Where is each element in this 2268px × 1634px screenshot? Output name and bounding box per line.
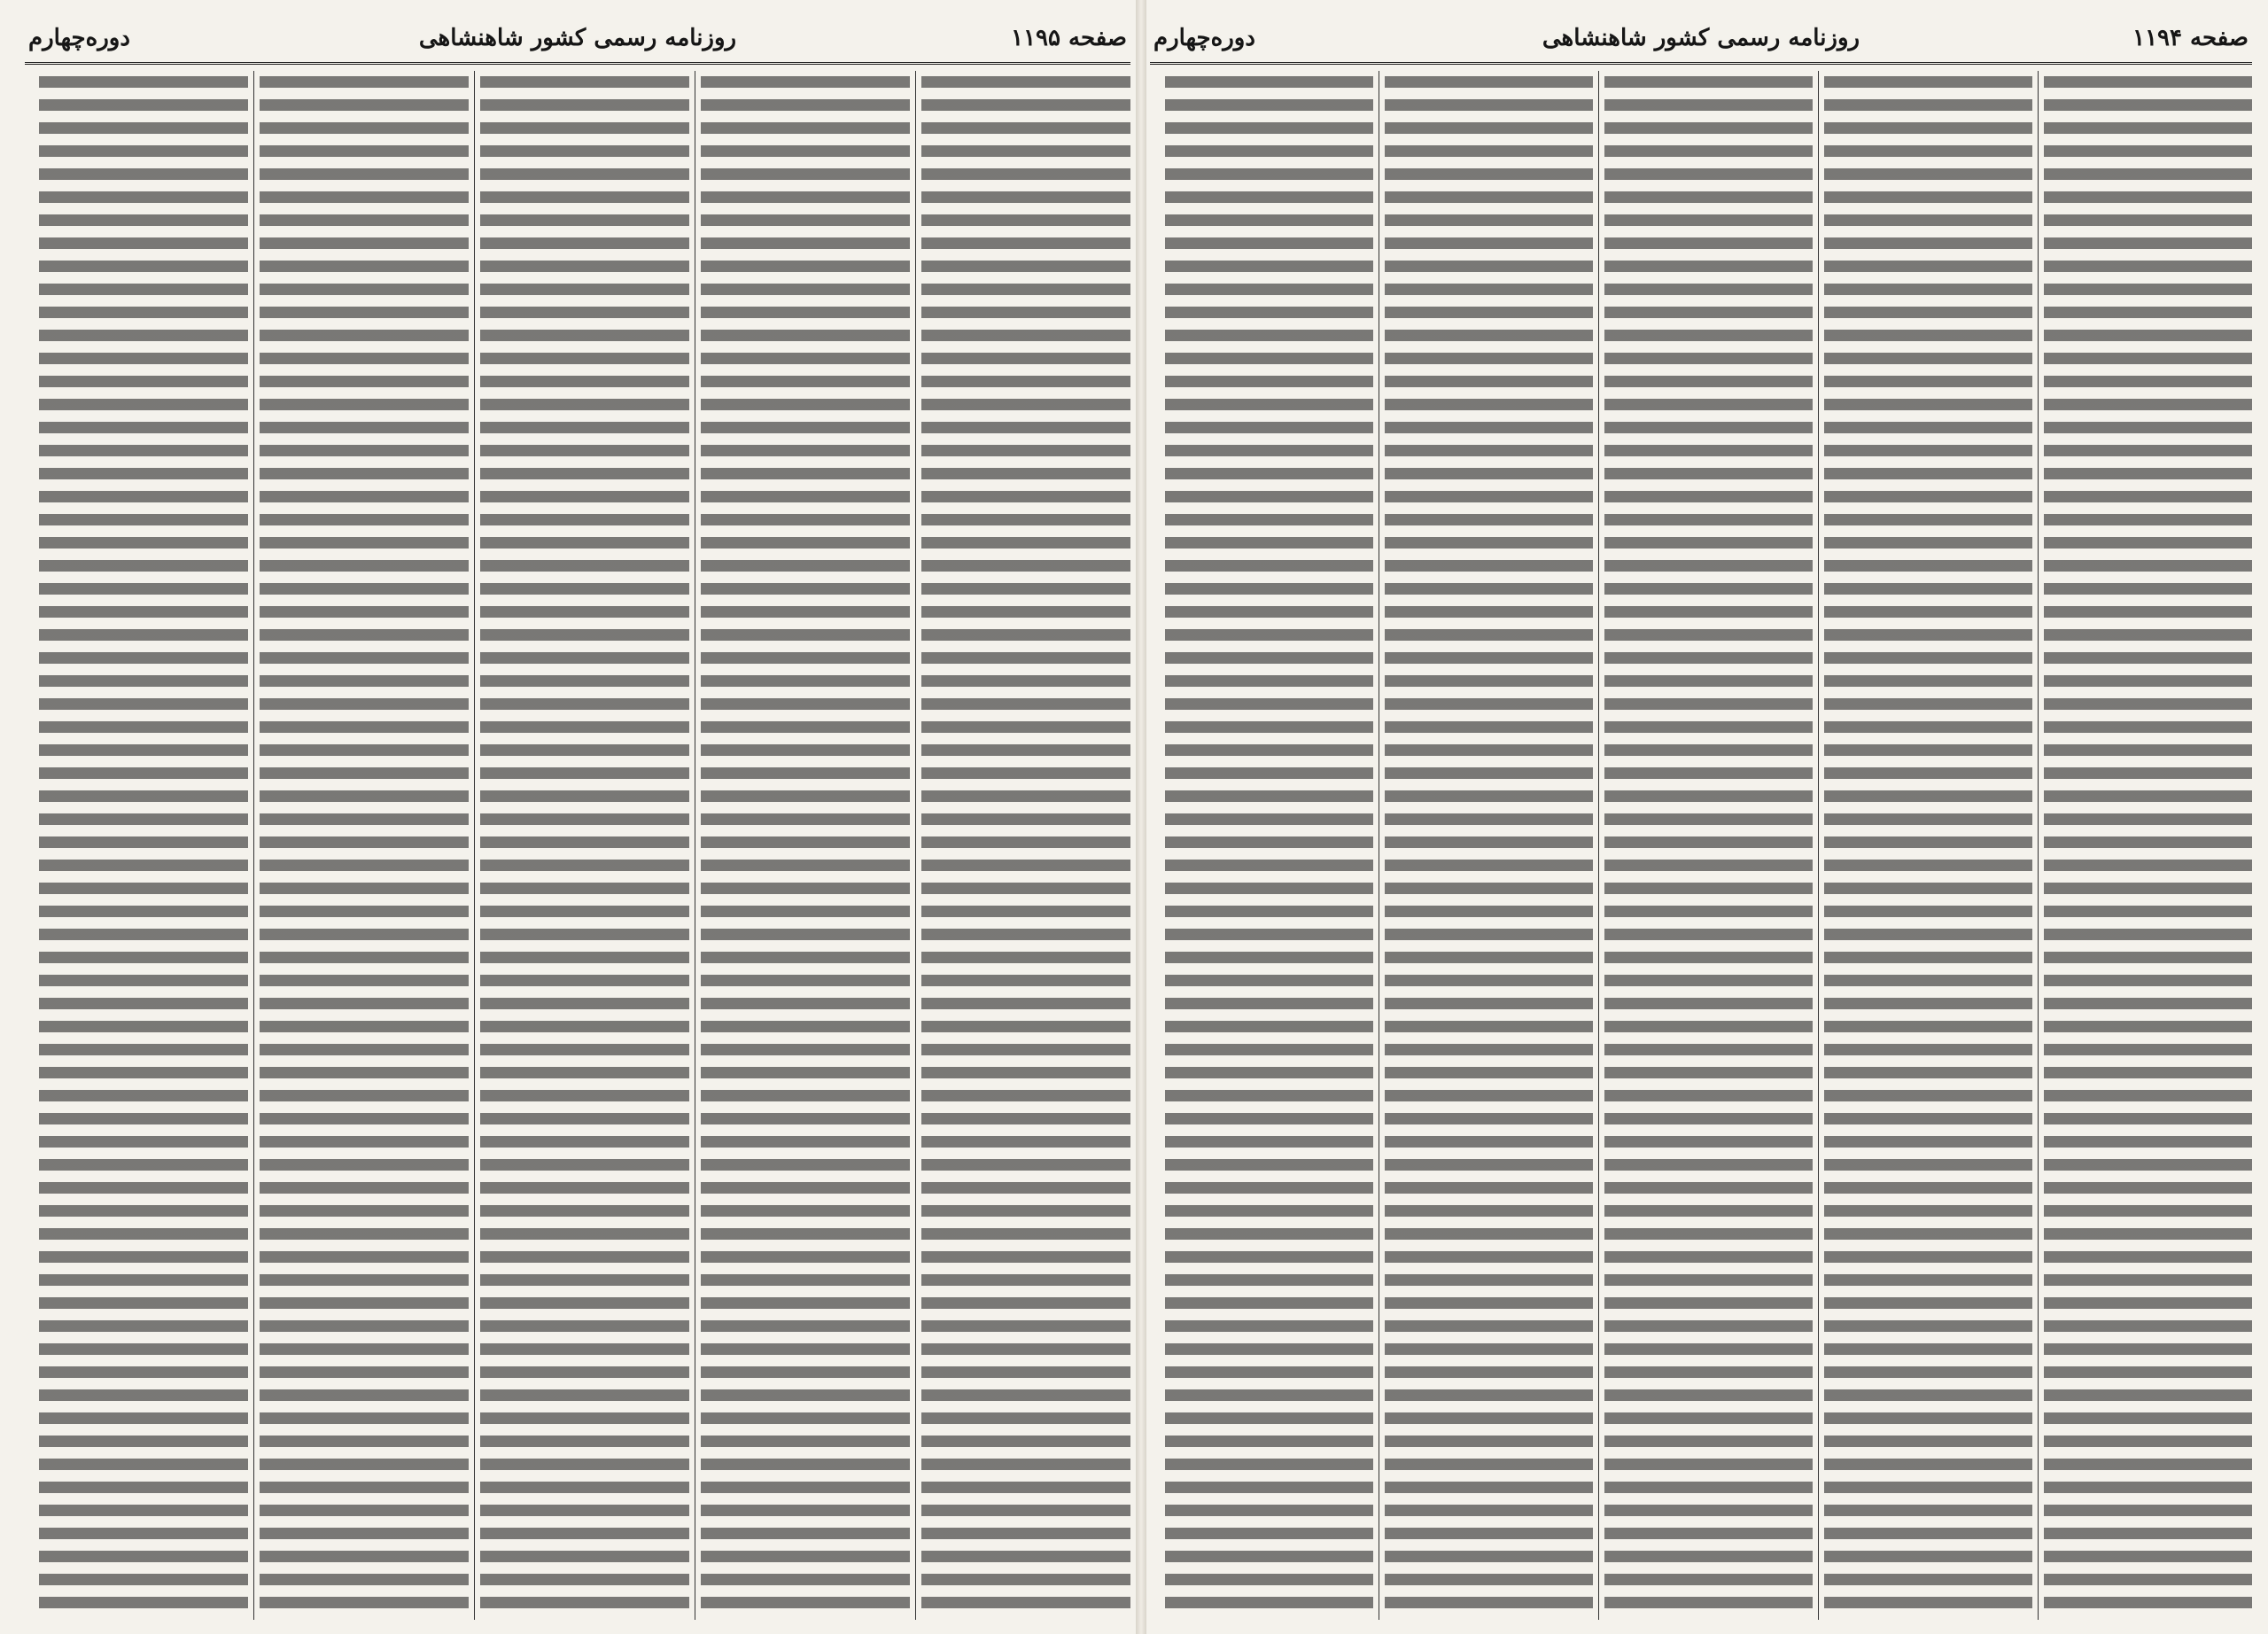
text-column: [2044, 71, 2252, 1620]
right-page-columns: [1150, 71, 2252, 1620]
text-column: [1385, 71, 1593, 1620]
right-page-volume: دوره‌چهارم: [1153, 25, 1255, 51]
left-page: [25, 16, 1130, 1620]
column-body: [1604, 71, 1813, 1620]
column-rule: [2038, 71, 2039, 1620]
left-page-title: روزنامه رسمی کشور شاهنشاهی: [418, 25, 737, 51]
column-rule: [474, 71, 475, 1620]
text-column: [701, 71, 910, 1620]
column-body: [480, 71, 689, 1620]
right-page: [1150, 16, 2252, 1620]
left-page-number: صفحه ۱۱۹۵: [1011, 25, 1127, 51]
column-body: [2044, 71, 2252, 1620]
column-rule: [1598, 71, 1599, 1620]
text-column: [1165, 71, 1373, 1620]
column-body: [1165, 71, 1373, 1620]
text-column: [260, 71, 469, 1620]
text-column: [1604, 71, 1813, 1620]
column-rule: [253, 71, 254, 1620]
left-page-volume: دوره‌چهارم: [28, 25, 130, 51]
right-page-header: [1150, 16, 2252, 65]
text-column: [1824, 71, 2032, 1620]
column-body: [1385, 71, 1593, 1620]
right-page-title: روزنامه رسمی کشور شاهنشاهی: [1542, 25, 1860, 51]
text-column: [480, 71, 689, 1620]
left-page-header: [25, 16, 1130, 65]
column-body: [701, 71, 910, 1620]
column-body: [39, 71, 248, 1620]
column-rule: [1818, 71, 1819, 1620]
text-column: [39, 71, 248, 1620]
column-body: [1824, 71, 2032, 1620]
left-page-columns: [25, 71, 1130, 1620]
column-body: [260, 71, 469, 1620]
text-column: [921, 71, 1130, 1620]
right-page-number: صفحه ۱۱۹۴: [2132, 25, 2249, 51]
page-gutter: [1136, 0, 1146, 1634]
column-body: [921, 71, 1130, 1620]
column-rule: [915, 71, 916, 1620]
